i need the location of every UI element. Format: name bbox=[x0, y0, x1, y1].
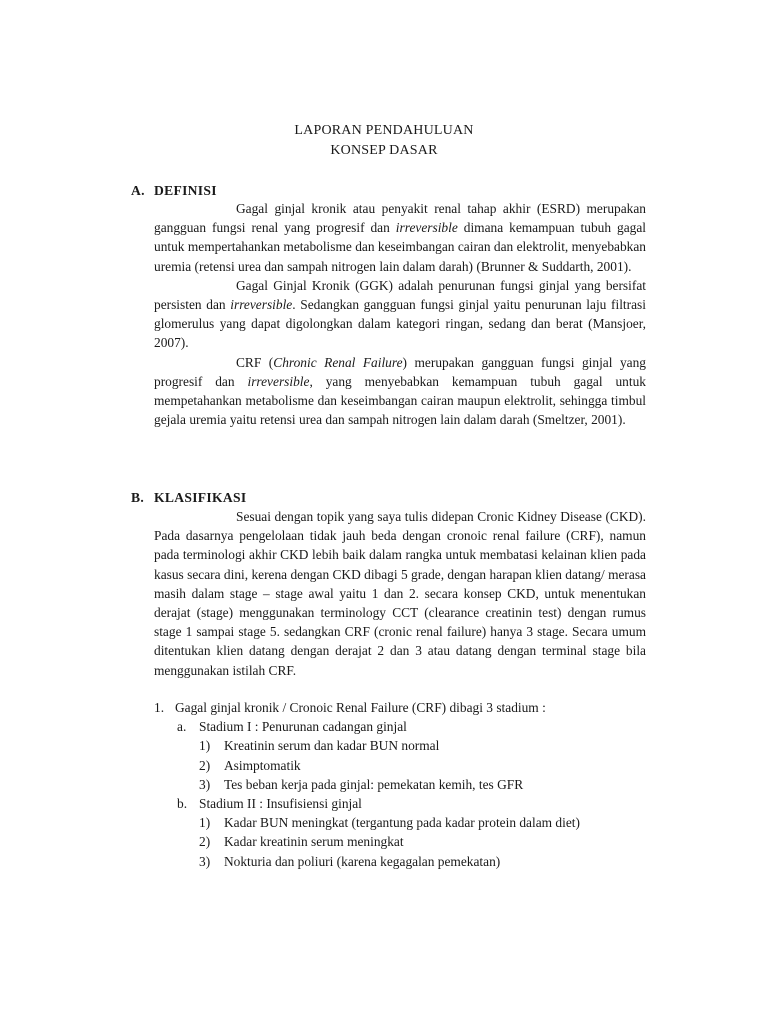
para-3-italic-b: irreversible bbox=[247, 373, 310, 389]
definisi-paragraph-1 bbox=[154, 199, 646, 276]
stadium-list bbox=[131, 698, 651, 871]
list-text: Nokturia dan poliuri (karena kegagalan pemekatan) bbox=[224, 853, 501, 869]
list-item bbox=[131, 794, 651, 813]
section-b-heading bbox=[131, 488, 246, 507]
list-text: Asimptomatik bbox=[224, 757, 301, 773]
list-number: 1) bbox=[199, 738, 211, 754]
list-text: Gagal ginjal kronik / Cronoic Renal Failure (CRF) dibagi 3 stadium : bbox=[175, 700, 546, 715]
document-title bbox=[0, 121, 768, 161]
list-number: 2) bbox=[199, 834, 211, 850]
list-item bbox=[131, 736, 651, 755]
section-b-letter: B. bbox=[131, 490, 145, 505]
definisi-paragraph-2 bbox=[154, 276, 646, 353]
para-3-italic-a: Chronic Renal Failure bbox=[273, 354, 403, 370]
list-text: Kadar BUN meningkat (tergantung pada kadar protein dalam diet) bbox=[224, 815, 580, 831]
para-2-text-a: Gagal Ginjal Kronik (GGK) adalah penurunan fungsi ginjal yang bersifat persisten dan bbox=[154, 277, 646, 313]
list-text: Tes beban kerja pada ginjal: pemekatan kemih, tes GFR bbox=[224, 776, 524, 792]
para-3-text-c: , yang menyebabkan kemampuan tubuh gagal untuk mempetahankan metabolisme dan keseimbangan cairan maupun elektrolit, sehingga timbul gejala uremia yaitu retensi urea dan sampah nitrogen lain dalam darah (Smeltzer, 2001). bbox=[154, 373, 646, 428]
list-number: 1. bbox=[154, 700, 165, 715]
list-item bbox=[131, 756, 651, 775]
section-a-title: DEFINISI bbox=[154, 183, 217, 198]
list-text: Stadium I : Penurunan cadangan ginjal bbox=[199, 719, 407, 735]
list-item bbox=[131, 775, 651, 794]
section-a-heading bbox=[131, 181, 217, 200]
para-3-text-b: ) merupakan gangguan fungsi ginjal yang progresif dan bbox=[154, 354, 646, 389]
klasifikasi-paragraph: Sesuai dengan topik yang saya tulis didepan Cronic Kidney Disease (CKD). Pada dasarnya pengelolaan tidak jauh beda dengan cronoic renal failure (CRF), namun pada terminologi akhir CKD lebih baik dalam rangka untuk membatasi kelainan klien pada kasus secara dini, kerena dengan CKD dibagi 5 grade, dengan harapan klien datang/ merasa masih dalam stage – stage awal yaitu 1 dan 2. secara konsep CKD, untuk menentukan derajat (stage) menggunakan terminology CCT (clearance creatinin test) dengan rumus stage 1 sampai stage 5. sedangkan CRF (cronic renal failure) hanya 3 stage. Secara umum ditentukan klien datang dengan derajat 2 dan 3 atau datang dengan terminal stage bila menggunakan istilah CRF. bbox=[154, 509, 646, 678]
list-text: Stadium II : Insufisiensi ginjal bbox=[199, 795, 362, 811]
list-item bbox=[131, 852, 651, 871]
section-b-title: KLASIFIKASI bbox=[154, 490, 247, 505]
section-b-body bbox=[154, 507, 646, 680]
list-number: 1) bbox=[199, 815, 211, 831]
para-1-text-a: Gagal ginjal kronik atau penyakit renal tahap akhir (ESRD) merupakan gangguan fungsi renal yang progresif dan bbox=[154, 201, 646, 236]
para-1-text-b: dimana kemampuan tubuh gagal untuk mempertahankan metabolisme dan keseimbangan cairan dan elektrolit, menyebabkan uremia (retensi urea dan sampah nitrogen lain dalam darah) (Brunner & Suddarth, 2001). bbox=[154, 220, 646, 274]
title-line-1: LAPORAN PENDAHULUAN bbox=[294, 123, 474, 138]
definisi-paragraph-3 bbox=[154, 353, 646, 430]
list-text: Kreatinin serum dan kadar BUN normal bbox=[224, 738, 440, 754]
title-line-2: KONSEP DASAR bbox=[330, 143, 438, 158]
para-3-text-a: CRF ( bbox=[236, 354, 274, 370]
list-number: 3) bbox=[199, 853, 211, 869]
para-2-italic: irreversible bbox=[230, 297, 293, 313]
section-a-body bbox=[154, 199, 646, 429]
section-a-letter: A. bbox=[131, 183, 145, 198]
list-item bbox=[131, 832, 651, 851]
list-item bbox=[131, 717, 651, 736]
list-number: 2) bbox=[199, 757, 211, 773]
para-1-italic: irreversible bbox=[395, 220, 458, 236]
para-2-text-b: . Sedangkan gangguan fungsi ginjal yaitu penurunan laju filtrasi glomerulus yang dapat digolongkan dalam kategori ringan, sedang dan berat (Mansjoer, 2007). bbox=[154, 297, 646, 351]
list-number: b. bbox=[177, 795, 188, 811]
list-item bbox=[131, 813, 651, 832]
list-number: 3) bbox=[199, 776, 211, 792]
list-item bbox=[131, 698, 651, 717]
list-text: Kadar kreatinin serum meningkat bbox=[224, 834, 404, 850]
list-number: a. bbox=[177, 719, 187, 735]
